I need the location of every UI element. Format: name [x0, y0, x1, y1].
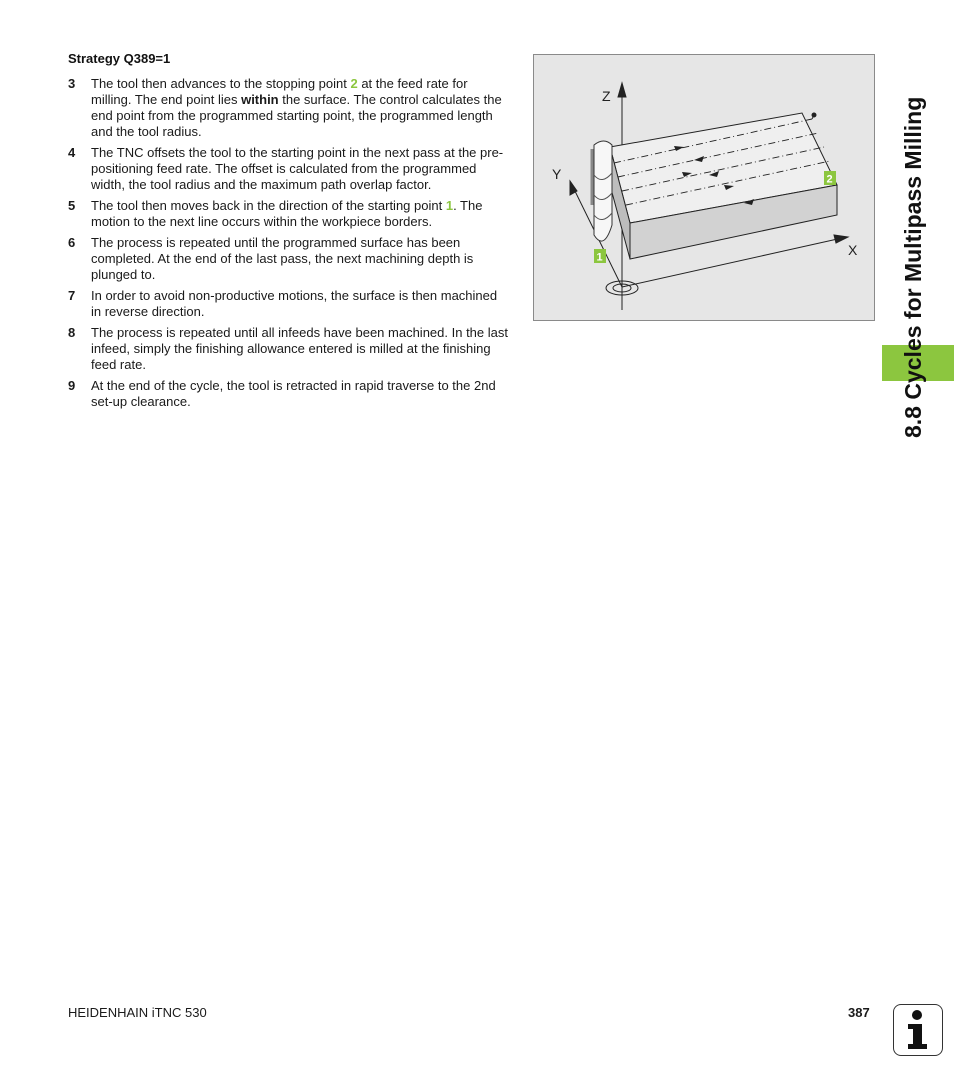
step-text: The process is repeated until all infeeds have been machined. In the last infeed, simply the finishing allowance entered is milled at the finishing feed rate.: [91, 325, 508, 372]
info-icon: [893, 1004, 943, 1056]
step-number: 5: [68, 198, 76, 213]
footer-brand: HEIDENHAIN iTNC 530: [68, 1005, 207, 1020]
workpiece-block: [610, 113, 837, 259]
z-axis-label: Z: [602, 88, 611, 104]
info-stem: [908, 1024, 927, 1049]
step-text: the surface. The control calculates the end point from the programmed starting point, the programmed length and the tool radius.: [91, 92, 502, 139]
step-item: [68, 235, 510, 283]
emphasis-text: within: [241, 92, 279, 107]
step-text: at the feed rate for milling. The end point lies: [91, 76, 468, 107]
steps-list: [68, 76, 510, 415]
step-item: [68, 325, 510, 373]
chapter-title-text: 8.8 Cycles for Multipass Milling: [900, 96, 926, 438]
step-text: In order to avoid non-productive motions, the surface is then machined in reverse direction.: [91, 288, 498, 319]
diagram-svg: [534, 55, 874, 320]
step-number: 9: [68, 378, 76, 393]
info-dot: [912, 1010, 922, 1020]
step-text: The process is repeated until the programmed surface has been completed. At the end of the last pass, the next machining depth is plunged to.: [91, 235, 474, 282]
step-number: 6: [68, 235, 76, 250]
milling-diagram: [533, 54, 875, 321]
end-dot: [812, 113, 817, 118]
tool-body: [594, 141, 612, 241]
step-number: 3: [68, 76, 76, 91]
x-axis-arrow: [834, 235, 848, 243]
point-1-label: 1: [596, 251, 603, 264]
page-number: 387: [848, 1005, 870, 1020]
point-2-label: 2: [826, 173, 833, 186]
y-axis-label: Y: [552, 166, 562, 182]
step-text: The TNC offsets the tool to the starting point in the next pass at the pre-positioning feed rate. The offset is calculated from the programmed width, the tool radius and the maximum path overlap factor.: [91, 145, 504, 192]
step-number: 7: [68, 288, 76, 303]
point-ref-2: 2: [350, 76, 358, 91]
step-number: 4: [68, 145, 76, 160]
milling-tool: [592, 141, 612, 241]
point-ref-1: 1: [445, 198, 454, 213]
step-item: [68, 145, 510, 193]
step-item: [68, 198, 510, 230]
step-item: [68, 378, 510, 410]
step-text: The tool then advances to the stopping point: [91, 76, 351, 91]
section-heading: Strategy Q389=1: [68, 51, 171, 66]
z-axis-arrow: [618, 83, 626, 97]
x-axis-label: X: [848, 242, 858, 258]
info-glyph: [894, 1005, 941, 1054]
step-text: The tool then moves back in the direction of the starting point: [91, 198, 446, 213]
step-item: [68, 288, 510, 320]
step-text: At the end of the cycle, the tool is retracted in rapid traverse to the 2nd set-up clearance.: [91, 378, 496, 409]
step-item: [68, 76, 510, 140]
step-number: 8: [68, 325, 76, 340]
chapter-title: [896, 48, 930, 438]
step-text: . The motion to the next line occurs within the workpiece borders.: [91, 198, 483, 229]
